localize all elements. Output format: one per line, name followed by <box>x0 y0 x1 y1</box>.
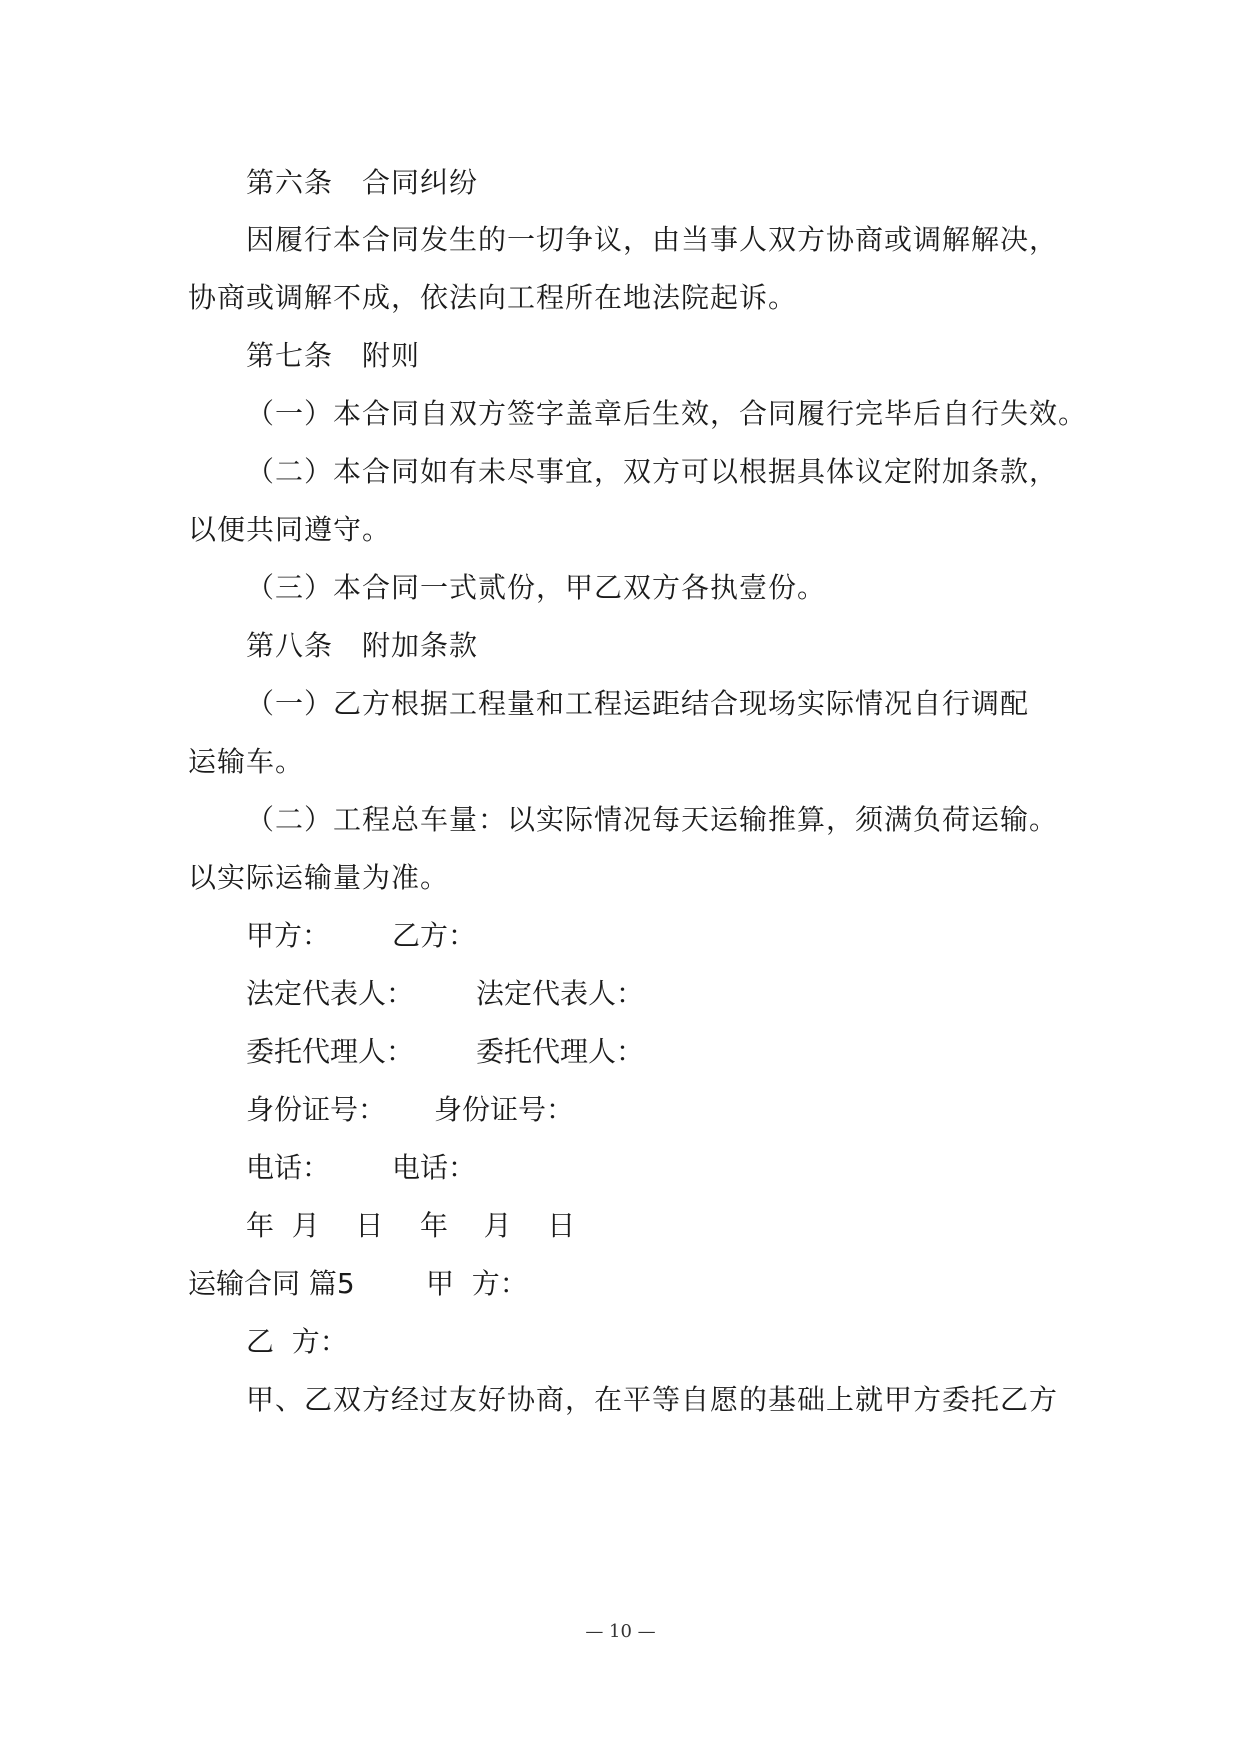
article6-paragraph-line1: 因履行本合同发生的一切争议，由当事人双方协商或调解解决， <box>246 223 1059 256</box>
party-b-label: 乙方： <box>392 919 477 952</box>
agent-a-label: 委托代理人： <box>246 1035 415 1068</box>
article7-item1: （一）本合同自双方签字盖章后生效，合同履行完毕后自行失效。 <box>246 397 1088 430</box>
article7-item2-line1: （二）本合同如有未尽事宜，双方可以根据具体议定附加条款， <box>246 455 1059 488</box>
agent-b-label: 委托代理人： <box>476 1035 645 1068</box>
article8-heading: 第八条 附加条款 <box>246 629 479 662</box>
phone-a-label: 电话： <box>246 1151 331 1184</box>
date-a-label: 年 月 日 <box>246 1209 384 1242</box>
article7-item3: （三）本合同一式贰份，甲乙双方各执壹份。 <box>246 571 827 604</box>
id-number-a-label: 身份证号： <box>246 1093 387 1126</box>
article8-item1-line2: 运输车。 <box>188 745 305 778</box>
article8-item2-line2: 以实际运输量为准。 <box>188 861 450 894</box>
article6-heading: 第六条 合同纠纷 <box>246 166 479 199</box>
next-contract-title: 运输合同 篇5 <box>188 1267 355 1300</box>
article8-item1-line1: （一）乙方根据工程量和工程运距结合现场实际情况自行调配 <box>246 687 1030 720</box>
party-a-label: 甲方： <box>246 919 331 952</box>
page-number: — 10 — <box>585 1621 656 1642</box>
next-contract-party-b-label: 乙 方： <box>246 1325 348 1358</box>
id-number-b-label: 身份证号： <box>434 1093 575 1126</box>
next-contract-intro-line1: 甲、乙双方经过友好协商，在平等自愿的基础上就甲方委托乙方 <box>246 1383 1059 1416</box>
date-b-label: 年 月 日 <box>420 1209 576 1242</box>
legal-rep-a-label: 法定代表人： <box>246 977 415 1010</box>
article7-item2-line2: 以便共同遵守。 <box>188 513 392 546</box>
phone-b-label: 电话： <box>392 1151 477 1184</box>
legal-rep-b-label: 法定代表人： <box>476 977 645 1010</box>
next-contract-party-a-label: 甲 方： <box>426 1267 528 1300</box>
article8-item2-line1: （二）工程总车量：以实际情况每天运输推算，须满负荷运输。 <box>246 803 1059 836</box>
article6-paragraph-line2: 协商或调解不成，依法向工程所在地法院起诉。 <box>188 281 798 314</box>
article7-heading: 第七条 附则 <box>246 339 421 372</box>
